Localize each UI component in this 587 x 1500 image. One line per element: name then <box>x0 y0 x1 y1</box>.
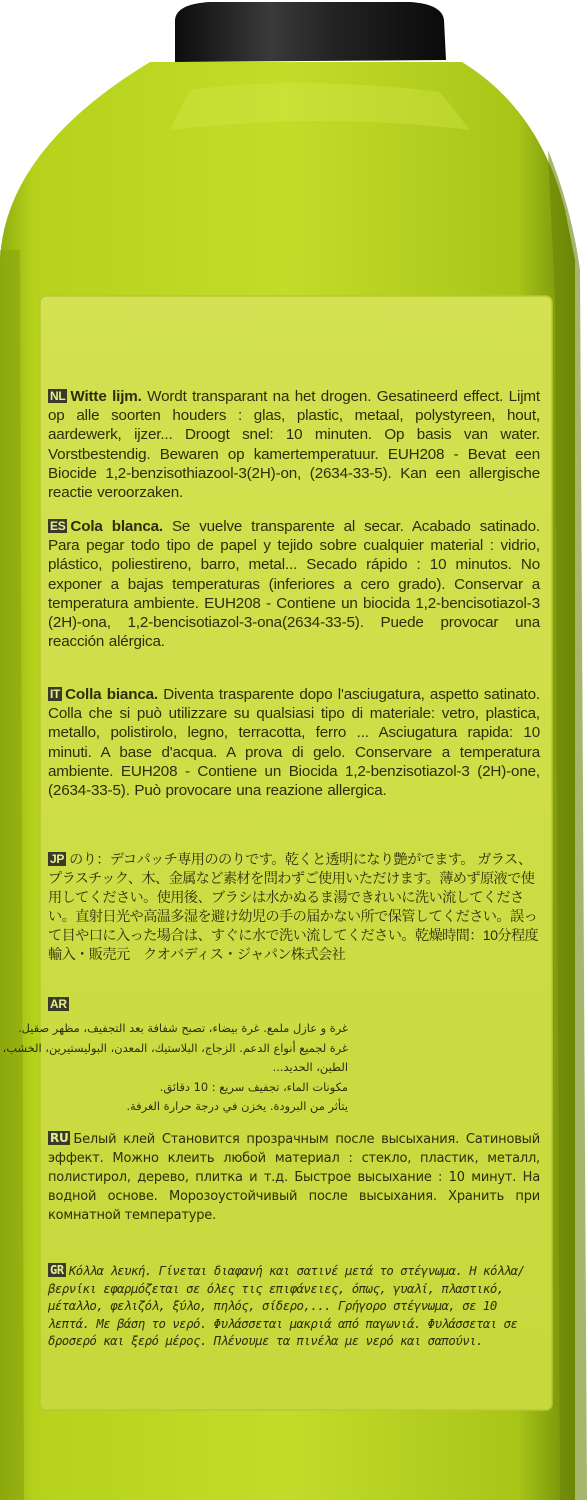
ar-line-2: غرة لجميع أنواع الدعم. الزجاج، البلاستيك، المعدن، البوليستيرين، الخشب، <box>2 1040 348 1055</box>
lang-badge-it: IT <box>50 687 61 701</box>
product-name-ru: Белый клей <box>73 1132 155 1147</box>
description-nl: Wordt transparant na het drogen. Gesatineerd effect. Lijmt op alle soorten houders : glas, plastic, metaal, polystyreen, hout, aardewerk, ijzer... Droogt snel: 10 minuten. Op basis van water. Vorstbestendig. Bewaren op kamertemperatuur. EUH208 - Bevat een Biocide 1,2-benzisothiazool-3(2H)-on, (2634-33-5). Kan een allergische reactie veroorzaken. <box>48 388 541 502</box>
lang-badge-es: ES <box>50 519 66 533</box>
description-ru: Становится прозрачным после высыхания. Сатиновый эффект. Можно клеить любой материал : стекло, пластик, металл, полистирол, дерево, плитка и т.д. Быстрое высыхание : 10 минут. На водной основе. Морозоустойчивый после высыхания. Хранить при комнатной температуре. <box>48 1132 540 1223</box>
lang-badge-ar: AR <box>50 997 67 1011</box>
ar-line-1: غرة و عازل ملمع. غرة بيضاء، تصبح شفافة بعد التجفيف، مظهر صقيل. <box>18 1021 348 1035</box>
product-name-es: Cola blanca. <box>70 518 163 535</box>
section-es <box>48 517 540 651</box>
description-es: Se vuelve transparente al secar. Acabado satinado. Para pegar todo tipo de papel y tejido sobre cualquier material : vidrio, plástico, poliestireno, barro, metal... Secado rápido : 10 minutos. No exponer a bajas temperaturas (inferiores a cero grado). Conservar a temperatura ambiente. EUH208 - Contiene un biocida 1,2-bencisotiazol-3 (2H)-ona, 1,2-bencisotiazol-3-ona(2634-33-5). Puede provocar una reacción alérgica. <box>48 518 540 651</box>
section-nl <box>48 387 540 502</box>
ar-line-4: مكونات الماء، تجفيف سريع : 10 دقائق. <box>159 1079 348 1094</box>
section-ar <box>2 995 540 1113</box>
description-jp: のり：デコパッチ専用ののりです。乾くと透明になり艶がでます。 ガラス、プラスチック、木、金属など素材を問わずご使用いただけます。薄めず原液で使用してください。使用後、ブラシは水かぬるま湯できれいに洗い流してください。直射日光や高温多湿を避け幼児の手の届かない所で保管してください。誤って目や口に入った場合は、すぐに水で洗い流してください。乾燥時間：10分程度 <box>48 852 539 944</box>
description-gr: Κόλλα λευκή. Γίνεται διαφανή και σατινέ μετά το στέγνωμα. Η κόλλα/βερνίκι εφαρμόζεται σε όλες τις επιφάνειες, όπως, γυαλί, πλαστικό, μέταλλο, φελιζόλ, ξύλο, πηλός, σίδερο,... Γρήγορο στέγνωμα, σε 10 λεπτά. Με βάση το νερό. Φυλάσσεται μακριά από παγωνιά. Φυλάσσεται σε δροσερό και ξερό μέρος. Πλένουμε τα πινέλα με νερό και σαπούνι. <box>48 1264 525 1349</box>
lang-badge-gr: GR <box>50 1263 64 1277</box>
description-it: Diventa trasparente dopo l'asciugatura, aspetto satinato. Colla che si può utilizzare su qualsiasi tipo di materiale: vetro, plastica, metallo, polistirolo, legno, terracotta, ferro ... Asciugatura rapida: 10 minuti. A base d'acqua. A prova di gelo. Conservare a temperatura ambiente. EUH208 - Contiene un Biocida 1,2-benzisotiazol-3 (2H)-one, (2634-33-5). Può provocare una reazione allergica. <box>48 686 540 800</box>
lang-badge-ru: RU <box>50 1131 69 1145</box>
cap <box>175 2 446 62</box>
section-gr <box>48 1263 540 1351</box>
ar-line-3: الطين، الحديد... <box>272 1060 348 1074</box>
importer-jp: 輸入・販売元 クオバディス・ジャパン株式会社 <box>48 947 346 963</box>
section-it <box>48 685 540 800</box>
description-ar <box>2 1019 348 1117</box>
product-name-nl: Witte lijm. <box>70 388 142 405</box>
product-label <box>2 305 544 1405</box>
product-name-it: Colla bianca. <box>65 686 158 703</box>
ar-line-5: يتأثر من البرودة. يخزن في درجة حرارة الغرفة. <box>126 1099 348 1113</box>
section-jp <box>48 851 540 965</box>
section-ru <box>48 1130 540 1225</box>
lang-badge-nl: NL <box>50 389 66 403</box>
lang-badge-jp: JP <box>50 852 65 866</box>
